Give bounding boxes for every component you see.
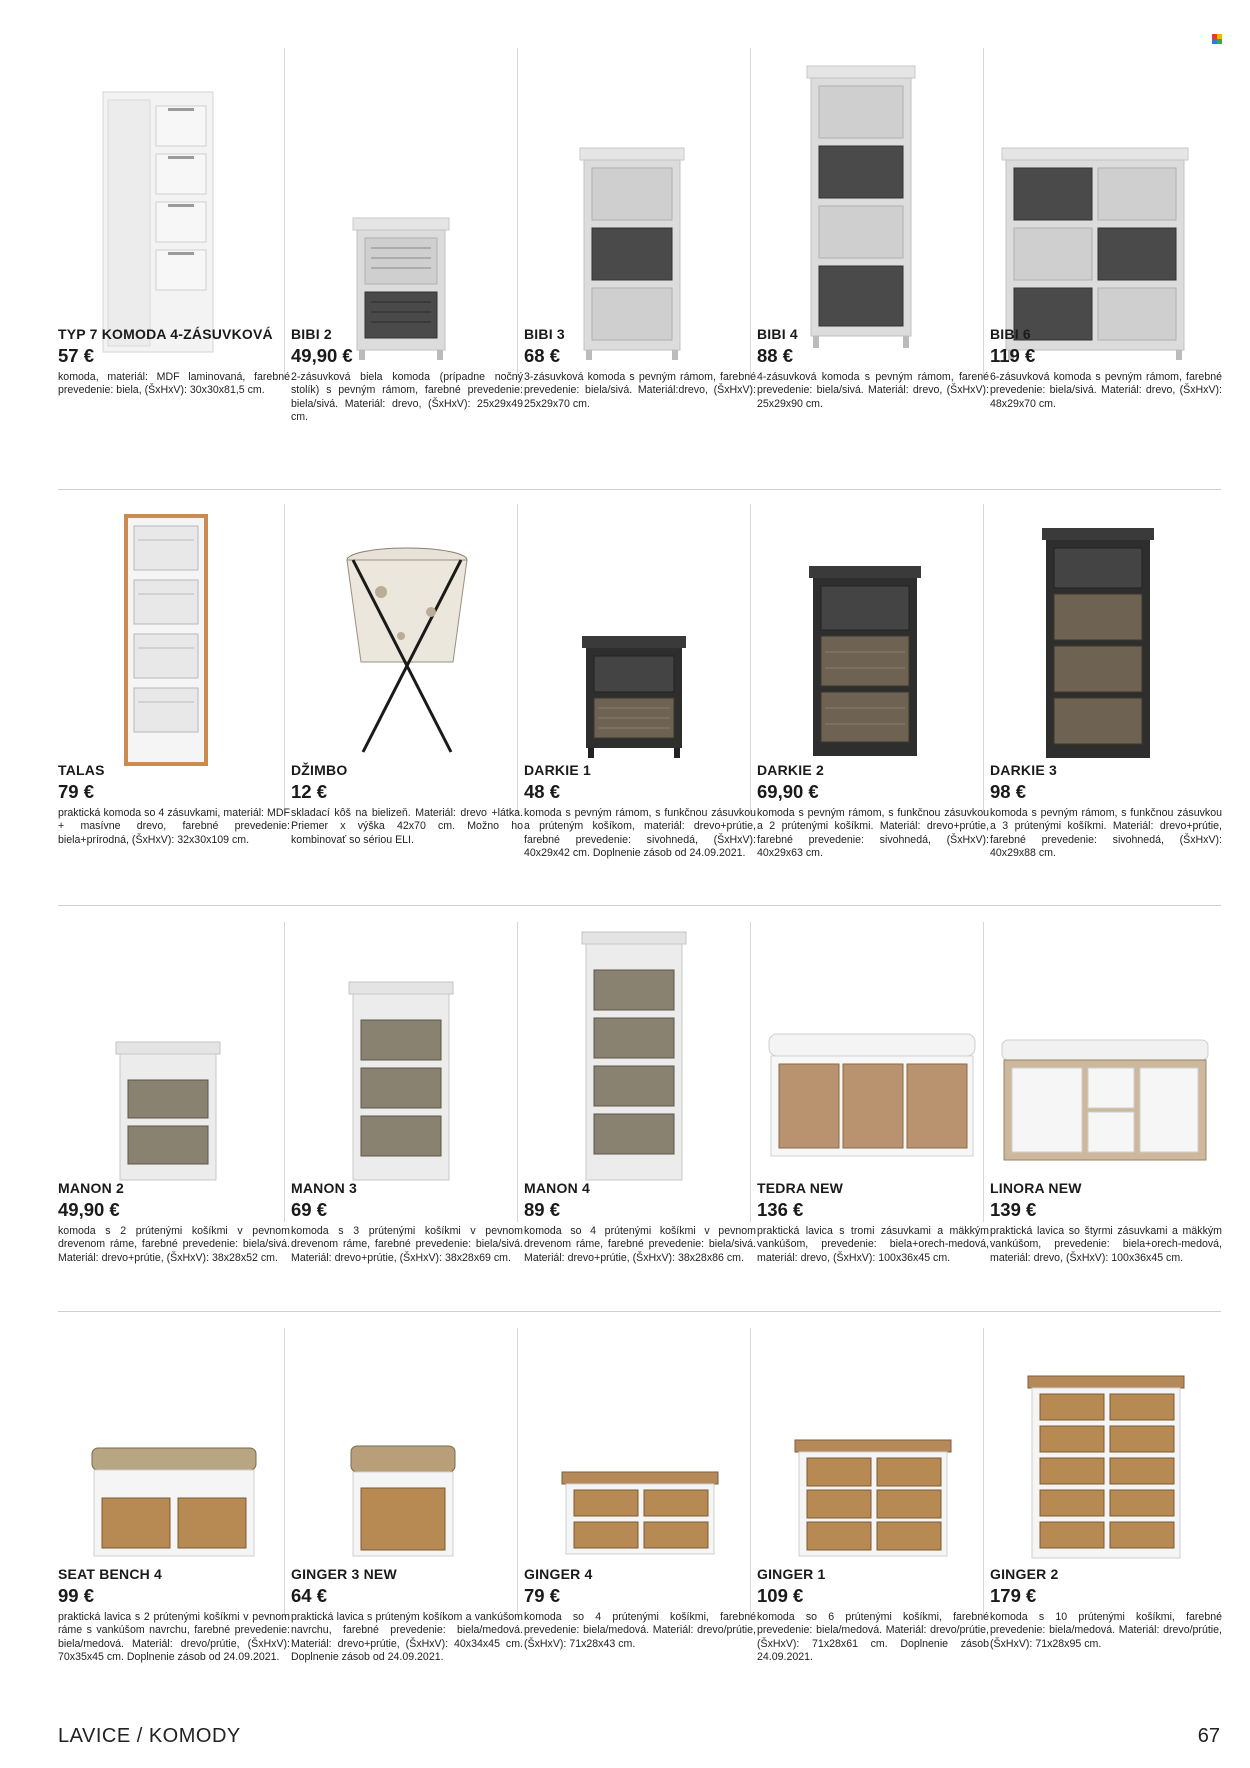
- product-price: 12 €: [291, 781, 328, 802]
- product-price: 179 €: [990, 1585, 1037, 1606]
- wooden-drawer-tower-icon: [58, 512, 290, 772]
- row-divider: [58, 1311, 1221, 1312]
- product-price: 69 €: [291, 1199, 328, 1220]
- grey-drawer-unit-icon: [990, 86, 1222, 366]
- product-name: BIBI 2: [291, 326, 332, 342]
- product-description: 4-zásuvková komoda s pevným rámom, farené prevedenie: biela/sivá. Materiál: drevo, (ŠxHxV): 25x29x90 cm.: [757, 371, 989, 410]
- product-name: LINORA NEW: [990, 1180, 1082, 1196]
- product-price: 109 €: [757, 1585, 804, 1606]
- storage-bench-icon: [757, 930, 989, 1192]
- product-description: komoda, materiál: MDF laminovaná, farebné prevedenie: biela, (ŠxHxV): 30x30x81,5 cm.: [58, 371, 290, 397]
- product-name: BIBI 3: [524, 326, 565, 342]
- product-description: komoda s pevným rámom, s funkčnou zásuvkou a prúteným košíkom, materiál: drevo+prútie, farebné prevedenie: sivohnedá, (ŠxHxV): 40x29x42 cm. Doplnenie zásob od 24.09.2021.: [524, 807, 756, 859]
- product-name: BIBI 4: [757, 326, 798, 342]
- product-price: 136 €: [757, 1199, 804, 1220]
- white-cabinet-icon: [58, 86, 290, 366]
- product-description: komoda s pevným rámom, s funkčnou zásuvkou a 3 prútenými košíkmi. Materiál: drevo+prútie, farebné prevedenie: sivohnedá, (ŠxHxV): 40x29x88 cm.: [990, 807, 1222, 859]
- product-row-3: [58, 912, 1221, 1312]
- product-name: GINGER 3 NEW: [291, 1566, 397, 1582]
- product-description: komoda s 2 prútenými košíkmi v pevnom drevenom ráme, farebné prevedenie: biela/sivá. Materiál: drevo+prútie, (ŠxHxV): 38x28x52 cm.: [58, 1225, 290, 1264]
- product-price: 49,90 €: [291, 345, 353, 366]
- product-description: praktická komoda so 4 zásuvkami, materiál: MDF + masívne drevo, farebné prevedenie: biela+prírodná, (ŠxHxV): 32x30x109 cm.: [58, 807, 290, 846]
- wicker-chest-icon: [757, 1328, 989, 1582]
- grey-drawer-unit-icon: [524, 86, 756, 366]
- product-price: 64 €: [291, 1585, 328, 1606]
- product-price: 57 €: [58, 345, 95, 366]
- product-name: TYP 7 KOMODA 4-ZÁSUVKOVÁ: [58, 326, 273, 342]
- product-price: 119 €: [990, 345, 1036, 366]
- wicker-chest-icon: [990, 1328, 1222, 1582]
- white-wicker-cabinet-icon: [524, 930, 756, 1192]
- product-row-1: [58, 38, 1221, 458]
- product-price: 79 €: [524, 1585, 561, 1606]
- product-description: skladací kôš na bielizeň. Materiál: drevo +látka. Priemer x výška 42x70 cm. Možno ho kombinovať so sériou ELI.: [291, 807, 523, 846]
- product-price: 99 €: [58, 1585, 95, 1606]
- product-price: 48 €: [524, 781, 561, 802]
- product-name: GINGER 2: [990, 1566, 1059, 1582]
- product-description: praktická lavica s tromi zásuvkami a mäkkým vankúšom, prevedenie: biela+orech-medová, materiál: drevo, (ŠxHxV): 100x36x45 cm.: [757, 1225, 989, 1264]
- white-wicker-cabinet-icon: [291, 930, 523, 1192]
- product-name: MANON 3: [291, 1180, 357, 1196]
- product-name: GINGER 4: [524, 1566, 593, 1582]
- product-price: 68 €: [524, 345, 561, 366]
- product-price: 79 €: [58, 781, 95, 802]
- grey-drawer-unit-icon: [291, 86, 523, 366]
- product-name: BIBI 6: [990, 326, 1031, 342]
- product-description: komoda so 4 prútenými košíkmi, farebné prevedenie: biela/medová. Materiál: drevo/prútie, (ŠxHxV): 71x28x43 cm.: [524, 1611, 756, 1650]
- dark-wicker-cabinet-icon: [990, 512, 1222, 772]
- wicker-bench-icon: [291, 1328, 523, 1582]
- product-name: TEDRA NEW: [757, 1180, 844, 1196]
- product-description: komoda s pevným rámom, s funkčnou zásuvkou a 2 prútenými košíkmi. Materiál: drevo+prútie, farebné prevedenie: sivohnedá, (ŠxHxV): 40x29x63 cm.: [757, 807, 989, 859]
- product-name: DARKIE 3: [990, 762, 1057, 778]
- product-description: praktická lavica s prúteným košíkom a vankúšom navrchu, farebné prevedenie: biela/medová. Materiál: drevo+prútie, (ŠxHxV): 40x34x45 cm. Doplnenie zásob od 24.09.2021.: [291, 1611, 523, 1663]
- product-description: 3-zásuvková komoda s pevným rámom, farebné prevedenie: biela/sivá. Materiál:drevo, (ŠxHxV): 25x29x70 cm.: [524, 371, 756, 410]
- product-description: 2-zásuvková biela komoda (prípadne nočný stolík) s pevným rámom, farebné prevedenie: biela/sivá. Materiál: drevo, (ŠxHxV): 25x29x49 cm.: [291, 371, 523, 423]
- row-divider: [58, 489, 1221, 490]
- product-description: komoda s 10 prútenými košíkmi, farebné prevedenie: biela/medová. Materiál: drevo/prútie, (ŠxHxV): 71x28x95 cm.: [990, 1611, 1222, 1650]
- page-number: 67: [1197, 1725, 1220, 1747]
- product-price: 88 €: [757, 345, 794, 366]
- product-name: DARKIE 2: [757, 762, 824, 778]
- storage-bench-icon: [990, 930, 1222, 1192]
- product-description: komoda so 4 prútenými košíkmi v pevnom drevenom ráme, farebné prevedenie: biela/sivá. Materiál: drevo+prútie, (ŠxHxV): 38x28x86 cm.: [524, 1225, 756, 1264]
- product-name: TALAS: [58, 762, 105, 778]
- product-price: 139 €: [990, 1199, 1037, 1220]
- product-name: SEAT BENCH 4: [58, 1566, 163, 1582]
- dark-wicker-cabinet-icon: [524, 512, 756, 772]
- product-price: 89 €: [524, 1199, 561, 1220]
- product-name: MANON 2: [58, 1180, 124, 1196]
- product-description: komoda s 3 prútenými košíkmi v pevnom drevenom ráme, farebné prevedenie: biela/sivá. Materiál: drevo+prútie, (ŠxHxV): 38x28x69 cm.: [291, 1225, 523, 1264]
- wicker-bench-icon: [58, 1328, 290, 1582]
- product-description: 6-zásuvková komoda s pevným rámom, farebné prevedenie: biela/sivá. Materiál: drevo, (ŠxHxV): 48x29x70 cm.: [990, 371, 1222, 410]
- grey-drawer-unit-icon: [757, 58, 989, 366]
- product-description: praktická lavica so štyrmi zásuvkami a mäkkým vankúšom, prevedenie: biela+orech-medová, materiál: drevo, (ŠxHxV): 100x36x45 cm.: [990, 1225, 1222, 1264]
- laundry-basket-icon: [291, 512, 523, 772]
- product-description: komoda so 6 prútenými košíkmi, farebné prevedenie: biela/medová. Materiál: drevo/prútie, (ŠxHxV): 71x28x61 cm. Doplnenie zásob 24.09.2021.: [757, 1611, 989, 1663]
- white-wicker-cabinet-icon: [58, 930, 290, 1192]
- product-name: GINGER 1: [757, 1566, 826, 1582]
- product-name: DŽIMBO: [291, 762, 348, 778]
- product-row-2: [58, 494, 1221, 894]
- product-price: 98 €: [990, 781, 1027, 802]
- wicker-chest-icon: [524, 1328, 756, 1582]
- section-title: LAVICE / KOMODY: [58, 1725, 241, 1747]
- product-description: praktická lavica s 2 prútenými košíkmi v pevnom ráme s vankúšom navrchu, farebné prevedenie: biela/medová. Materiál: drevo/prútie, (ŠxHxV): 70x35x45 cm. Doplnenie zásob od 24.09.2021.: [58, 1611, 290, 1663]
- dark-wicker-cabinet-icon: [757, 512, 989, 772]
- product-name: DARKIE 1: [524, 762, 591, 778]
- product-price: 69,90 €: [757, 781, 819, 802]
- product-name: MANON 4: [524, 1180, 590, 1196]
- product-price: 49,90 €: [58, 1199, 120, 1220]
- product-row-4: [58, 1318, 1221, 1698]
- row-divider: [58, 905, 1221, 906]
